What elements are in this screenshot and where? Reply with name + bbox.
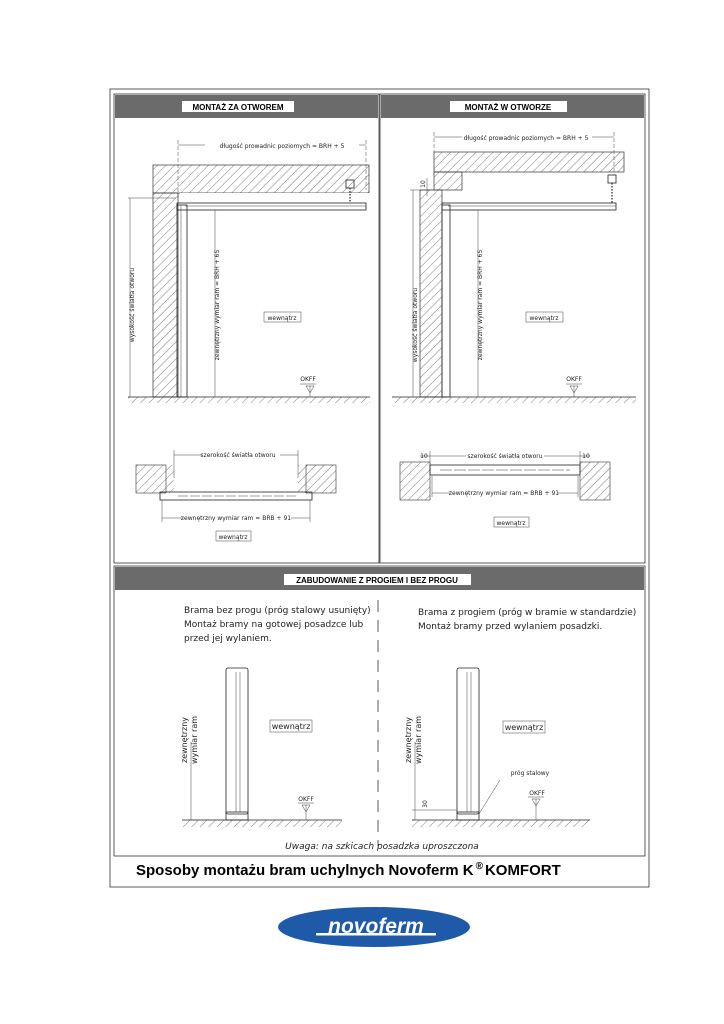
section-with-threshold xyxy=(412,668,590,827)
label-outer-frame-short-2-right: wymiar ram xyxy=(414,715,423,765)
diagram-za-otworem-section xyxy=(128,140,370,403)
label-okff-left: OKFF xyxy=(300,376,316,383)
plan-w-otworze-section xyxy=(400,451,610,527)
label-okff-bottom-right: OKFF xyxy=(529,790,545,797)
label-outer-frame-height-right: zewnętrzny wymiar ram = BRH + 65 xyxy=(477,249,484,361)
label-ten-vertical: 10 xyxy=(420,180,427,188)
label-opening-width-right: szerokość światła otworu xyxy=(467,453,543,460)
label-inside-right: wewnątrz xyxy=(529,315,559,322)
note-right-line-1: Brama z progiem (próg w bramie w standardzie) xyxy=(418,608,637,618)
note-left-line-1: Brama bez progu (próg stalowy usunięty) xyxy=(184,606,371,616)
label-okff-right: OKFF xyxy=(566,376,582,383)
label-outer-frame-short-2-left: wymiar ram xyxy=(190,715,199,765)
label-inside-left: wewnątrz xyxy=(267,315,297,322)
label-ten-right: 10 xyxy=(582,453,590,460)
label-outer-frame-height-left: zewnętrzny wymiar ram = BRH + 65 xyxy=(214,249,221,361)
label-ten-left: 10 xyxy=(420,453,428,460)
label-guide-length-right: długość prowadnic poziomych = BRH + 5 xyxy=(463,135,589,142)
header-montaz-za-otworem: MONTAŻ ZA OTWOREM xyxy=(192,103,284,112)
label-inside-bottom-left: wewnątrz xyxy=(271,722,311,731)
label-outer-frame-short-1-right: zewnętrzny xyxy=(404,716,413,764)
label-inside-bottom-right: wewnątrz xyxy=(504,723,544,732)
header-zabudowanie: ZABUDOWANIE Z PROGIEM I BEZ PROGU xyxy=(296,576,458,585)
novoferm-logo xyxy=(278,907,470,947)
label-outer-frame-short-1-left: zewnętrzny xyxy=(180,716,189,764)
caution-note: Uwaga: na szkicach posadzka uproszczona xyxy=(285,842,479,852)
label-steel-threshold: próg stalowy xyxy=(510,770,550,777)
page-title: Sposoby montażu bram uchylnych Novoferm K ® KOMFORT xyxy=(136,861,561,879)
label-inside-plan-left: wewnątrz xyxy=(218,534,248,541)
label-opening-width-left: szerokość światła otworu xyxy=(200,452,276,459)
header-montaz-w-otworze: MONTAŻ W OTWORZE xyxy=(464,103,552,112)
plan-za-otworem-section xyxy=(136,450,336,541)
note-left-line-2: Montaż bramy na gotowej posadzce lub xyxy=(184,620,364,630)
label-outer-frame-width-right: zewnętrzny wymiar ram = BRB + 91 xyxy=(448,490,560,497)
label-thirty: 30 xyxy=(422,800,429,808)
label-opening-height-right: wysokość światła otworu xyxy=(412,287,419,363)
note-left-line-3: przed jej wylaniem. xyxy=(184,634,272,644)
label-okff-bottom-left: OKFF xyxy=(298,796,314,803)
section-no-threshold xyxy=(182,668,342,827)
label-guide-length-left: długość prowadnic poziomych = BRH + 5 xyxy=(219,143,345,150)
label-opening-height-left: wysokość światła otworu xyxy=(129,267,136,343)
label-inside-plan-right: wewnątrz xyxy=(496,520,526,527)
svg-text:novoferm: novoferm xyxy=(328,915,424,938)
label-outer-frame-width-left: zewnętrzny wymiar ram = BRB + 91 xyxy=(180,515,292,522)
diagram-w-otworze-section xyxy=(392,132,636,403)
note-right-line-2: Montaż bramy przed wylaniem posadzki. xyxy=(418,622,603,632)
